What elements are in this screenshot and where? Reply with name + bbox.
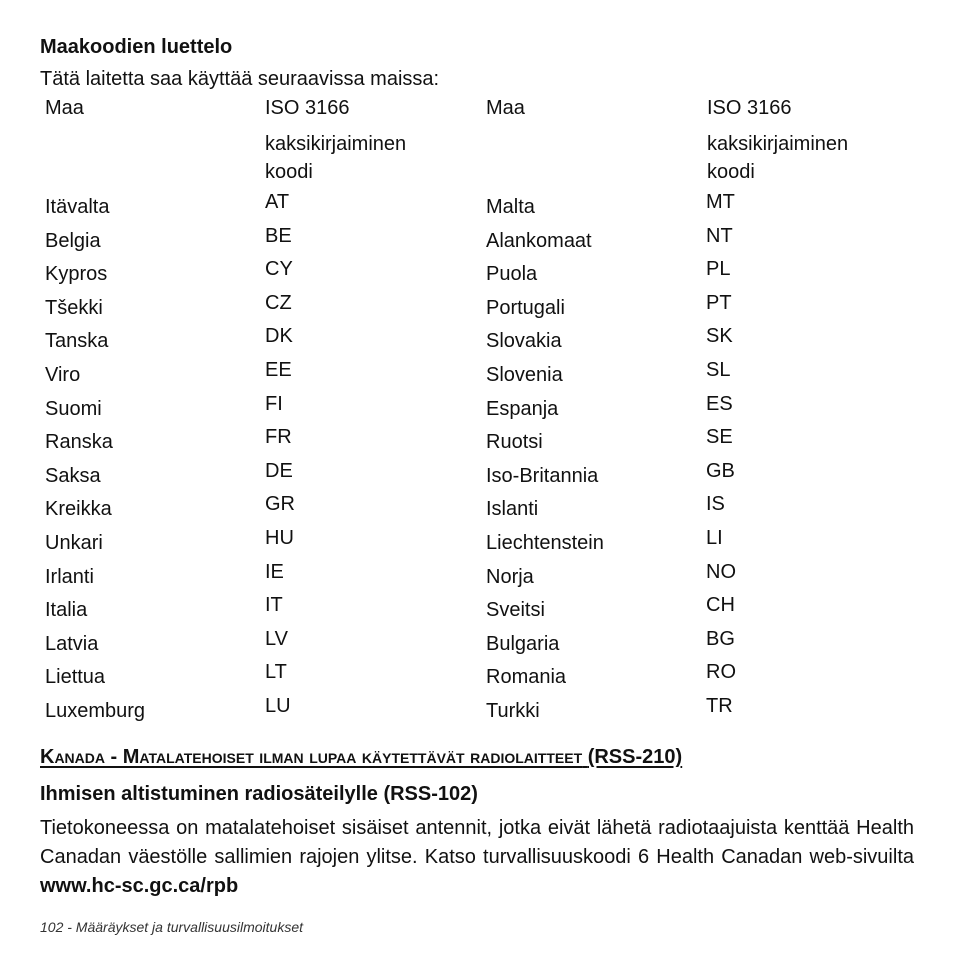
country-name: Romania — [486, 666, 567, 689]
section-heading-code: (RSS-210) — [587, 746, 683, 768]
country-code: TR — [706, 694, 733, 717]
header-code-left-line2: kaksikirjaiminen — [265, 133, 407, 155]
country-name: Tšekki — [45, 296, 103, 319]
country-name: Liettua — [45, 666, 106, 689]
country-code: NT — [706, 224, 733, 247]
subheading: Ihmisen altistuminen radiosäteilylle (RSS-102) — [40, 783, 478, 805]
country-code: DK — [265, 325, 293, 348]
page-footer: 102 - Määräykset ja turvallisuusilmoitukset — [40, 919, 303, 935]
country-name: Malta — [486, 196, 535, 218]
country-code: LV — [265, 627, 288, 650]
country-code: FI — [265, 392, 283, 415]
country-name: Slovenia — [486, 363, 563, 386]
country-code: FR — [265, 426, 292, 449]
header-code-left-line3: koodi — [265, 161, 313, 183]
country-name: Iso-Britannia — [486, 464, 599, 487]
header-code-right-line3: koodi — [707, 161, 755, 183]
country-code: CZ — [265, 291, 292, 314]
country-code: IE — [265, 560, 284, 583]
section-heading — [40, 744, 682, 770]
header-code-right-sub — [707, 130, 848, 186]
country-code: MT — [706, 191, 735, 213]
country-code: SK — [706, 325, 733, 348]
intro-text: Tätä laitetta saa käyttää seuraavissa maissa: — [40, 68, 440, 90]
country-code: SE — [706, 426, 733, 449]
country-code: PT — [706, 291, 732, 314]
country-code: IS — [706, 493, 725, 516]
country-name: Belgia — [45, 229, 101, 252]
country-code: IT — [265, 594, 283, 617]
country-name: Saksa — [45, 464, 101, 487]
country-code: BG — [706, 627, 735, 650]
country-name: Luxemburg — [45, 699, 146, 722]
country-code: EE — [265, 358, 292, 381]
country-name: Sveitsi — [486, 599, 545, 622]
country-name: Suomi — [45, 397, 102, 420]
country-name: Bulgaria — [486, 632, 560, 655]
country-code: LT — [265, 661, 287, 684]
website-link[interactable]: www.hc-sc.gc.ca/rpb — [40, 875, 239, 897]
country-code: SL — [706, 358, 731, 381]
country-code: GB — [706, 459, 735, 482]
country-code: RO — [706, 661, 736, 684]
page-title: Maakoodien luettelo — [40, 36, 233, 58]
country-code: ES — [706, 392, 733, 415]
country-name: Islanti — [486, 498, 539, 521]
country-name: Kypros — [45, 263, 108, 286]
country-name: Unkari — [45, 531, 103, 554]
country-code: LI — [706, 526, 723, 549]
country-name: Espanja — [486, 397, 559, 420]
country-code: AT — [265, 191, 290, 213]
header-country-right: Maa — [486, 97, 525, 119]
header-code-right-line2: kaksikirjaiminen — [707, 133, 849, 155]
country-name: Liechtenstein — [486, 531, 604, 554]
section-heading-title: Kanada - Matalatehoiset ilman lupaa käytettävät radiolaitteet — [40, 746, 583, 768]
country-name: Tanska — [45, 330, 109, 353]
country-name: Latvia — [45, 632, 99, 655]
country-name: Kreikka — [45, 498, 112, 521]
body-paragraph — [40, 814, 914, 901]
country-name: Alankomaat — [486, 229, 592, 252]
header-code-right: ISO 3166 — [707, 97, 792, 119]
country-code: DE — [265, 459, 293, 482]
country-code: BE — [265, 224, 292, 247]
country-name: Ruotsi — [486, 431, 543, 454]
country-name: Slovakia — [486, 330, 562, 353]
country-name: Turkki — [486, 699, 540, 722]
country-name: Puola — [486, 263, 538, 286]
country-name: Itävalta — [45, 196, 110, 218]
header-code-left-sub — [265, 130, 406, 186]
country-name: Norja — [486, 565, 534, 588]
country-code: GR — [265, 493, 295, 516]
country-code: LU — [265, 694, 291, 717]
country-name: Ranska — [45, 431, 113, 454]
body-text: Tietokoneessa on matalatehoiset sisäiset antennit, jotka eivät lähetä radiotaajuista kenttää Health Canadan väestölle sallimien rajojen ylitse. Katso turvallisuuskoodi 6 Health Canadan web-sivuilta — [40, 817, 914, 868]
country-code: CY — [265, 258, 293, 281]
header-code-left: ISO 3166 — [265, 97, 350, 119]
country-code: CH — [706, 594, 735, 617]
country-name: Italia — [45, 599, 88, 622]
country-name: Irlanti — [45, 565, 94, 588]
country-name: Portugali — [486, 296, 565, 319]
country-code: PL — [706, 258, 731, 281]
header-country-left: Maa — [45, 97, 84, 119]
country-name: Viro — [45, 363, 81, 386]
country-code: HU — [265, 526, 294, 549]
country-code: NO — [706, 560, 736, 583]
